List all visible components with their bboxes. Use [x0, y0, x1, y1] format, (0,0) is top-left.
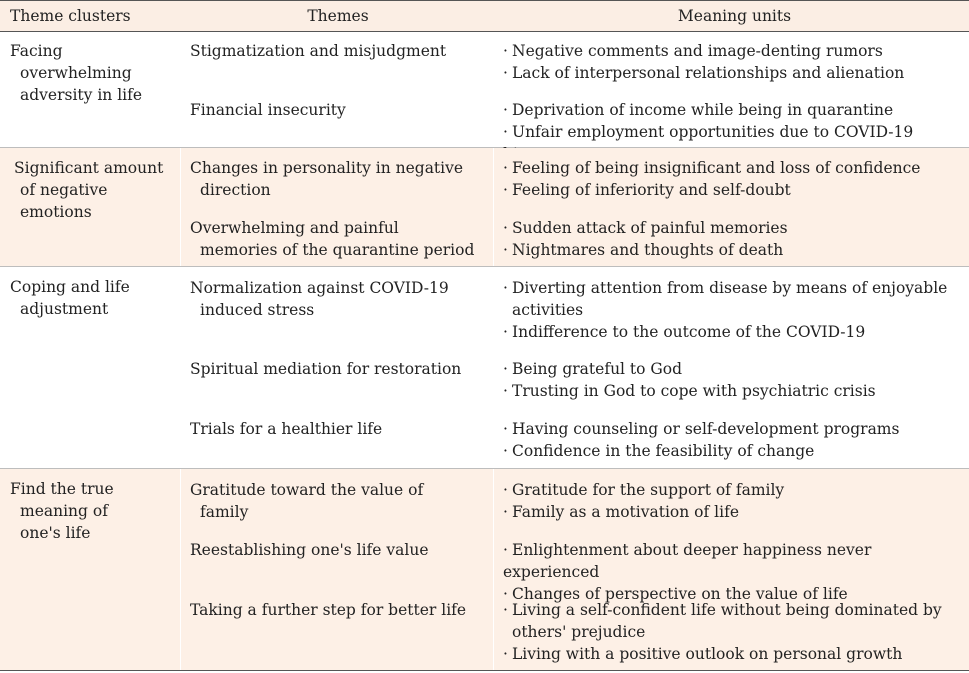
theme: Taking a further step for better life	[190, 601, 467, 619]
meaning-units	[503, 157, 963, 201]
list-item: · Negative comments and image-denting rumors	[503, 42, 883, 60]
list-item: · Lack of interpersonal relationships and alienation	[503, 64, 905, 82]
theme: Changes in personality in negative direction	[190, 159, 464, 199]
list-item: · Nightmares and thoughts of death	[503, 241, 784, 259]
theme-cluster: Significant amount of negative emotions	[14, 159, 164, 221]
theme: Trials for a healthier life	[190, 420, 383, 438]
meaning-units	[503, 418, 963, 462]
list-item: · Confidence in the feasibility of change	[503, 442, 815, 460]
table-group	[0, 469, 969, 671]
table-group	[0, 31, 969, 148]
header-themes: Themes	[307, 7, 369, 25]
meaning-units	[503, 358, 963, 402]
theme: Financial insecurity	[190, 101, 346, 119]
table-group	[0, 267, 969, 469]
theme: Overwhelming and painful memories of the quarantine period	[190, 219, 475, 259]
theme: Normalization against COVID-19 induced stress	[190, 279, 449, 319]
meaning-units	[503, 479, 963, 523]
list-item: · Living with a positive outlook on personal growth	[503, 645, 903, 663]
table-header	[0, 0, 969, 32]
list-item: · Gratitude for the support of family	[503, 481, 785, 499]
meaning-units	[503, 599, 963, 665]
list-item: · Diverting attention from disease by means of enjoyable activities	[503, 279, 948, 319]
header-meaning-units: Meaning units	[677, 7, 792, 25]
list-item: · Being grateful to God	[503, 360, 683, 378]
theme-cluster: Facing overwhelming adversity in life	[10, 42, 143, 104]
theme: Reestablishing one's life value	[190, 541, 429, 559]
list-item: · Feeling of inferiority and self-doubt	[503, 181, 791, 199]
meaning-units	[503, 217, 963, 261]
list-item: · Unfair employment opportunities due to COVID-19	[503, 123, 914, 141]
list-item: · Living a self-confident life without being dominated by others' prejudice	[503, 601, 942, 641]
theme: Stigmatization and misjudgment	[190, 42, 447, 60]
list-item: · Having counseling or self-development programs	[503, 420, 900, 438]
meaning-units	[503, 40, 963, 84]
table-group	[0, 148, 969, 267]
list-item: · Indifference to the outcome of the COVID-19	[503, 323, 866, 341]
list-item: · Sudden attack of painful memories	[503, 219, 788, 237]
meaning-units	[503, 539, 963, 605]
list-item: · Feeling of being insignificant and loss of confidence	[503, 159, 921, 177]
list-item: · Family as a motivation of life	[503, 503, 739, 521]
theme-cluster: Find the true meaning of one's life	[10, 480, 114, 542]
theme-cluster: Coping and life adjustment	[10, 278, 130, 318]
meaning-units	[503, 277, 963, 343]
list-item: · Enlightenment about deeper happiness never experienced	[503, 541, 872, 581]
header-theme-clusters: Theme clusters	[10, 7, 131, 25]
list-item: · Changes of perspective on the value of life	[503, 585, 848, 603]
list-item: · Deprivation of income while being in quarantine	[503, 101, 894, 119]
theme: Gratitude toward the value of family	[190, 481, 424, 521]
theme: Spiritual mediation for restoration	[190, 360, 462, 378]
list-item: · Trusting in God to cope with psychiatric crisis	[503, 382, 876, 400]
